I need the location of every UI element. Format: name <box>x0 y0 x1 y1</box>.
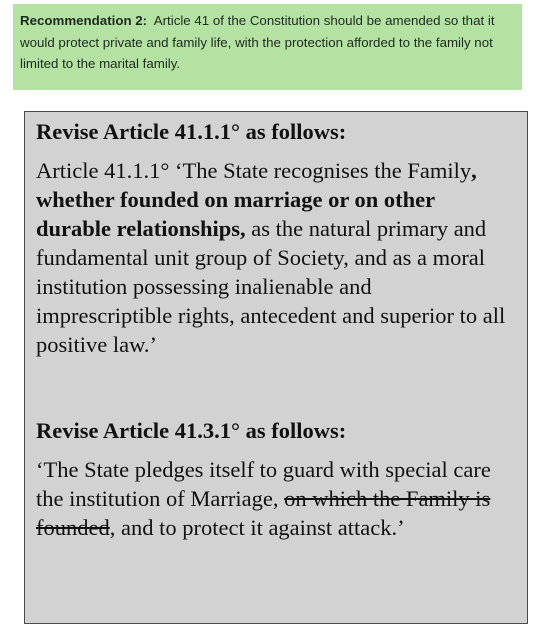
revision-1-heading: Revise Article 41.1.1° as follows: <box>36 119 347 144</box>
article-revision-box <box>24 111 528 624</box>
revision-1-inserted-text: , whether founded on marriage or on other durable relationships, <box>36 158 477 241</box>
revision-2-text <box>36 455 513 542</box>
revision-2-text-start: ‘The State pledges itself to guard with special care the institution of Marriage, <box>36 457 497 511</box>
recommendation-label: Recommendation 2: <box>20 13 148 28</box>
section-spacer <box>36 359 513 417</box>
revision-1-text-start: Article 41.1.1° ‘The State recognises the Family <box>36 158 472 183</box>
revision-2-deleted-text: on which the Family is founded <box>36 486 491 540</box>
revision-2-text-end: , and to protect it against attack.’ <box>109 515 405 540</box>
recommendation-box <box>13 4 522 90</box>
revision-2-heading: Revise Article 41.3.1° as follows: <box>36 418 347 443</box>
revision-1-text-end: as the natural primary and fundamental unit group of Society, and as a moral institution possessing inalienable and imprescriptible rights, antecedent and superior to all positive law.’ <box>36 216 506 357</box>
revision-1-text <box>36 156 513 359</box>
recommendation-text: Article 41 of the Constitution should be amended so that it would protect private and family life, with the protection afforded to the family not limited to the marital family. <box>20 13 499 71</box>
